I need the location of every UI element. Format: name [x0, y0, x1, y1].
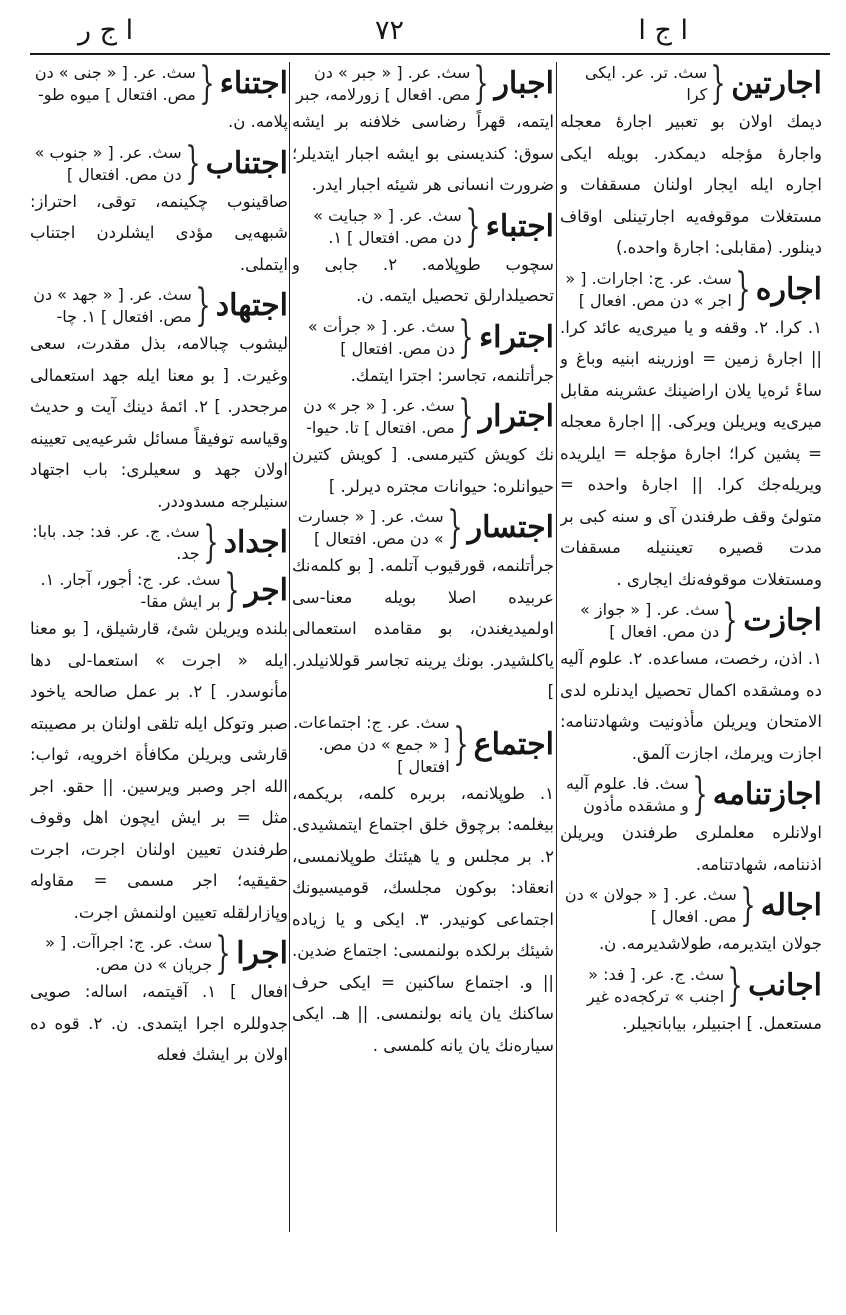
etymology: سث. تر. عر. ايكى كرا: [584, 63, 708, 104]
dictionary-entry: [30, 565, 288, 928]
definition-text: نك كويش كتيرمسى. [ كويش كتيرن حيوانلره: حيوانات مجتره ديرلر. ]: [292, 445, 554, 496]
definition-text: افعال ] ١. آقيتمه، اساله: صويى جدوللره اجرا ايتمدى. ن. ٢. قوه ده اولان بر ايشك فعله: [30, 982, 288, 1064]
entry-head-row: [292, 712, 554, 778]
brace-glyph: {: [202, 517, 219, 568]
brace-glyph: {: [740, 880, 756, 931]
entry-head-row: [292, 311, 554, 363]
brace-glyph: {: [223, 565, 240, 616]
column-left: [30, 62, 288, 1242]
brace-glyph: {: [199, 62, 215, 109]
header-left-letters: ا ج ر: [78, 15, 134, 46]
entry-head-row: [30, 928, 288, 979]
entry-head-row: [30, 565, 288, 616]
entry-head-row: [560, 595, 822, 646]
definition-text: ديمك اولان بو تعبير اجارهٔ معجله واجارهٔ مؤجله ديمكدر. بويله ايكى اجاره ايله ايجار اولنان مسقفات و مستغلات موقوفه‌يه اجارتينلى اوقاف دينلور. (مقابلى: اجارهٔ واحده.): [560, 112, 822, 257]
definition-text: ١. كرا. ٢. وقفه و يا ميرى‌يه عائد كرا. || اجارهٔ زمين = اوزرينه ابنيه وباغ و ساءٔ ئره‌يا يلان اراضينك عشرينه مقابل ميرى‌يه ويريلن ويركى. || اجارهٔ معجله = پشين كرا؛ اجارهٔ مؤجله = ايلريده ويريله‌جك كرا. || اجارهٔ واحده = متولىٔ وقف طرفندن آى و سنه كبى بر مدت قصيره تعيننيله مسقفات ومستغلات موقوفه‌نك ايجارى .: [560, 317, 822, 589]
headword: اجترار: [478, 399, 554, 434]
headword: اجارتين: [731, 66, 822, 101]
dictionary-entry: [560, 263, 822, 596]
definition-text: جولان ايتديرمه، طولاشديرمه. ن.: [598, 934, 822, 953]
column-right: [560, 62, 822, 1242]
entry-head-row: [292, 502, 554, 553]
etymology: سث. عر. [ « جسارت » دن مص. افتعال ]: [297, 507, 444, 548]
etymology: سث. عر. [ « جبر » دن مص. افعال ] زورلامه، جبر: [296, 63, 471, 104]
header-right-letters: ا ج ا: [638, 15, 688, 46]
headword: اجتناب: [205, 145, 288, 181]
definition-text: ايتمه، قهراً رضاسى خلافنه بر ايشه سوق: كنديسنى بو ايشه اجبار ايتديلر؛ ضرورت انسانى هر شيئه اجبار ايدر.: [292, 112, 554, 194]
headword: اجتناء: [219, 66, 288, 101]
page-header: [0, 0, 846, 58]
headword: اجاره: [755, 271, 822, 307]
dictionary-entry: [292, 712, 554, 1062]
entry-head-row: [560, 62, 822, 109]
dictionary-entry: [292, 200, 554, 312]
entry-head-row: [30, 137, 288, 189]
definition-text: ١. طوپلانمه، بربره كلمه، بريكمه، بيغلمه: برچوق خلق اجتماع ايتمشيدى. ٢. بر مجلس و يا هيئتك طوپلانمسى، انعقاد: بوكون مجلسك، قوميسيونك اجتماعى كونيدر. ٣. ايكى و يا زياده شيئك برلكده بولنمسى: اجتماع ضدين. || و. اجتماع ساكنين = ايكى حرف ساكنك يان يانه بولنمسى. || هـ. ايكى سياره‌نك يان يانه كلمسى .: [292, 783, 554, 1055]
etymology: سث. عر. [ « جولان » دن مص. افعال ]: [564, 885, 737, 926]
definition-text: مستعمل. ] اجنبيلر، بيابانجيلر.: [622, 1013, 822, 1033]
etymology: سث. عر. [ « جر » دن مص. افتعال ] تا. حيوا-: [303, 396, 455, 437]
etymology: سث. عر. [ « جنى » دن مص. افتعال ] ميوه طو-: [34, 63, 196, 104]
dictionary-entry: [560, 62, 822, 264]
definition-text: ليشوب چباﻻمه، بذل مقدرت، سعى وغيرت. [ بو معنا ايله جهد استعمالى مرجحدر. ] ٢. ائمهٔ دينك آيت و حديث وقياسه توفيقاً مسائل شرعيه‌يى تعيينه اولان جهد و سعيلرى: باب اجتهاد سنيلرجه مسدوددر.: [30, 334, 288, 511]
entry-head-row: [292, 62, 554, 109]
headword: اجازتنامه: [712, 777, 822, 812]
headword: اجازت: [743, 603, 822, 638]
dictionary-entry: [292, 62, 554, 201]
header-rule: [30, 53, 830, 55]
brace-glyph: {: [184, 137, 201, 189]
brace-glyph: {: [458, 311, 474, 363]
etymology: سث. عر. ج: اجارات. [ « اجر » دن مص. افعال ]: [565, 268, 732, 310]
headword: اجتسار: [467, 510, 554, 545]
entry-head-row: [292, 200, 554, 252]
dictionary-entry: [30, 280, 288, 517]
column-divider: [556, 62, 557, 1232]
column-middle: [292, 62, 554, 1242]
brace-glyph: {: [735, 263, 751, 315]
definition-text: اولانلره معلملرى طرفندن ويريلن اذننامه، شهادتنامه.: [560, 823, 822, 874]
brace-glyph: {: [195, 280, 211, 331]
headword: اجبار: [494, 66, 554, 101]
etymology: سث. عر. [ « جواز » دن مص. افعال ]: [580, 600, 720, 641]
dictionary-entry: [30, 928, 288, 1071]
dictionary-entry: [30, 62, 288, 138]
headword: اجتراء: [479, 319, 554, 355]
entry-head-row: [30, 62, 288, 109]
brace-glyph: {: [446, 502, 463, 553]
headword: اجتباء: [485, 208, 554, 244]
brace-glyph: {: [727, 959, 743, 1011]
brace-glyph: {: [457, 391, 474, 442]
dictionary-entry: [292, 502, 554, 708]
etymology: سث. عر. [ « جبايت » دن مص. افتعال ] ١.: [313, 205, 462, 247]
definition-text: پلامه. ن.: [228, 112, 288, 131]
definition-text: جرأتلنمه، قورقيوب آتلمه. [ بو كلمه‌نك عربيده اصلا بويله معنا-سى اولميديغندن، بو مقامده استعمالى ياكلشيدر. بونك يرينه تجاسر قوللانيلدر. ]: [292, 556, 554, 701]
definition-text: صاقينوب چكينمه، توقى، احتراز: شبهه‌يى مؤدى ايشلردن اجتناب ايتملى.: [30, 191, 288, 274]
dictionary-entry: [292, 311, 554, 392]
entry-head-row: [560, 959, 822, 1011]
headword: اجانب: [748, 967, 822, 1003]
entry-head-row: [560, 880, 822, 931]
definition-text: جرأتلنمه، تجاسر: اجترا ايتمك.: [350, 365, 554, 385]
entry-head-row: [30, 517, 288, 568]
headword: اجتهاد: [215, 288, 288, 323]
column-divider: [289, 62, 290, 1232]
etymology: سث. عر. [ « جرأت » دن مص. افتعال ]: [307, 316, 456, 358]
brace-glyph: {: [722, 595, 738, 646]
brace-glyph: {: [215, 928, 231, 979]
etymology: سث. فا. علوم آليه و مشقده مأذون: [565, 774, 689, 815]
definition-text: سچوب طوپلامه. ٢. جابى و تحصيلدارلق تحصيل ايتمه. ن.: [292, 254, 554, 305]
headword: اجر: [244, 573, 288, 608]
dictionary-entry: [560, 959, 822, 1040]
dictionary-entry: [292, 391, 554, 502]
brace-glyph: {: [710, 62, 726, 109]
brace-glyph: {: [473, 62, 490, 109]
dictionary-entry: [30, 137, 288, 281]
definition-text: بلنده ويريلن شئ، قارشيلق، [ بو معنا ايله « اجرت » استعما-لى دها مأنوسدر. ] ٢. بر عمل صالحه ياخود صبر وتوكل ايله تلقى اولنان بر مصيبته قارشى ويريلن مكافأة اخرويه، ثواب: الله اجر وصبر ويرسين. || حقو. اجر مثل = بر ايش ايچون اهل وقوف طرفندن تعيين اولنان اجرت، اجرت حقيقيه؛ اجر مسمى = مقاوله وپازارلقله تعيين اولنمش اجرت.: [30, 619, 288, 922]
headword: اجاله: [760, 888, 822, 923]
entry-head-row: [560, 769, 822, 820]
etymology: سث. ج. عر. فد: جد. بابا: جد.: [32, 522, 200, 563]
etymology: سث. عر. ج: اجراآت. [ « جريان » دن مص.: [45, 933, 213, 974]
headword: اجرا: [236, 936, 288, 971]
etymology: سث. ج. عر. [ فد: « اجنب » تركجه‌ده غير: [586, 964, 725, 1006]
entry-head-row: [30, 280, 288, 331]
brace-glyph: {: [452, 718, 469, 770]
entry-head-row: [292, 391, 554, 442]
dictionary-entry: [560, 595, 822, 769]
etymology: سث. عر. ج: أجور، آجار. ١. بر ايش مقا-: [40, 570, 221, 611]
definition-text: ١. اذن، رخصت، مساعده. ٢. علوم آليه ده ومشقده اكمال تحصيل ايدنلره لدى الامتحان ويريلن مأذونيت وشهادتنامه: اجازت ويرمك، اجازت آلمق.: [560, 649, 822, 763]
headword: اجداد: [223, 525, 288, 560]
etymology: سث. عر. [ « جهد » دن مص. افتعال ] ١. چا-: [33, 285, 192, 326]
dictionary-entry: [560, 880, 822, 960]
etymology: سث. عر. [ « جنوب » دن مص. افتعال ]: [34, 142, 182, 184]
brace-glyph: {: [465, 200, 481, 252]
entry-head-row: [560, 263, 822, 315]
brace-glyph: {: [692, 769, 708, 820]
page-number: ٧٢: [375, 15, 405, 46]
headword: اجتماع: [473, 726, 554, 762]
dictionary-entry: [30, 517, 288, 568]
dictionary-entry: [560, 769, 822, 880]
etymology: سث. عر. ج: اجتماعات. [ « جمع » دن مص. افتعال ]: [293, 712, 450, 776]
